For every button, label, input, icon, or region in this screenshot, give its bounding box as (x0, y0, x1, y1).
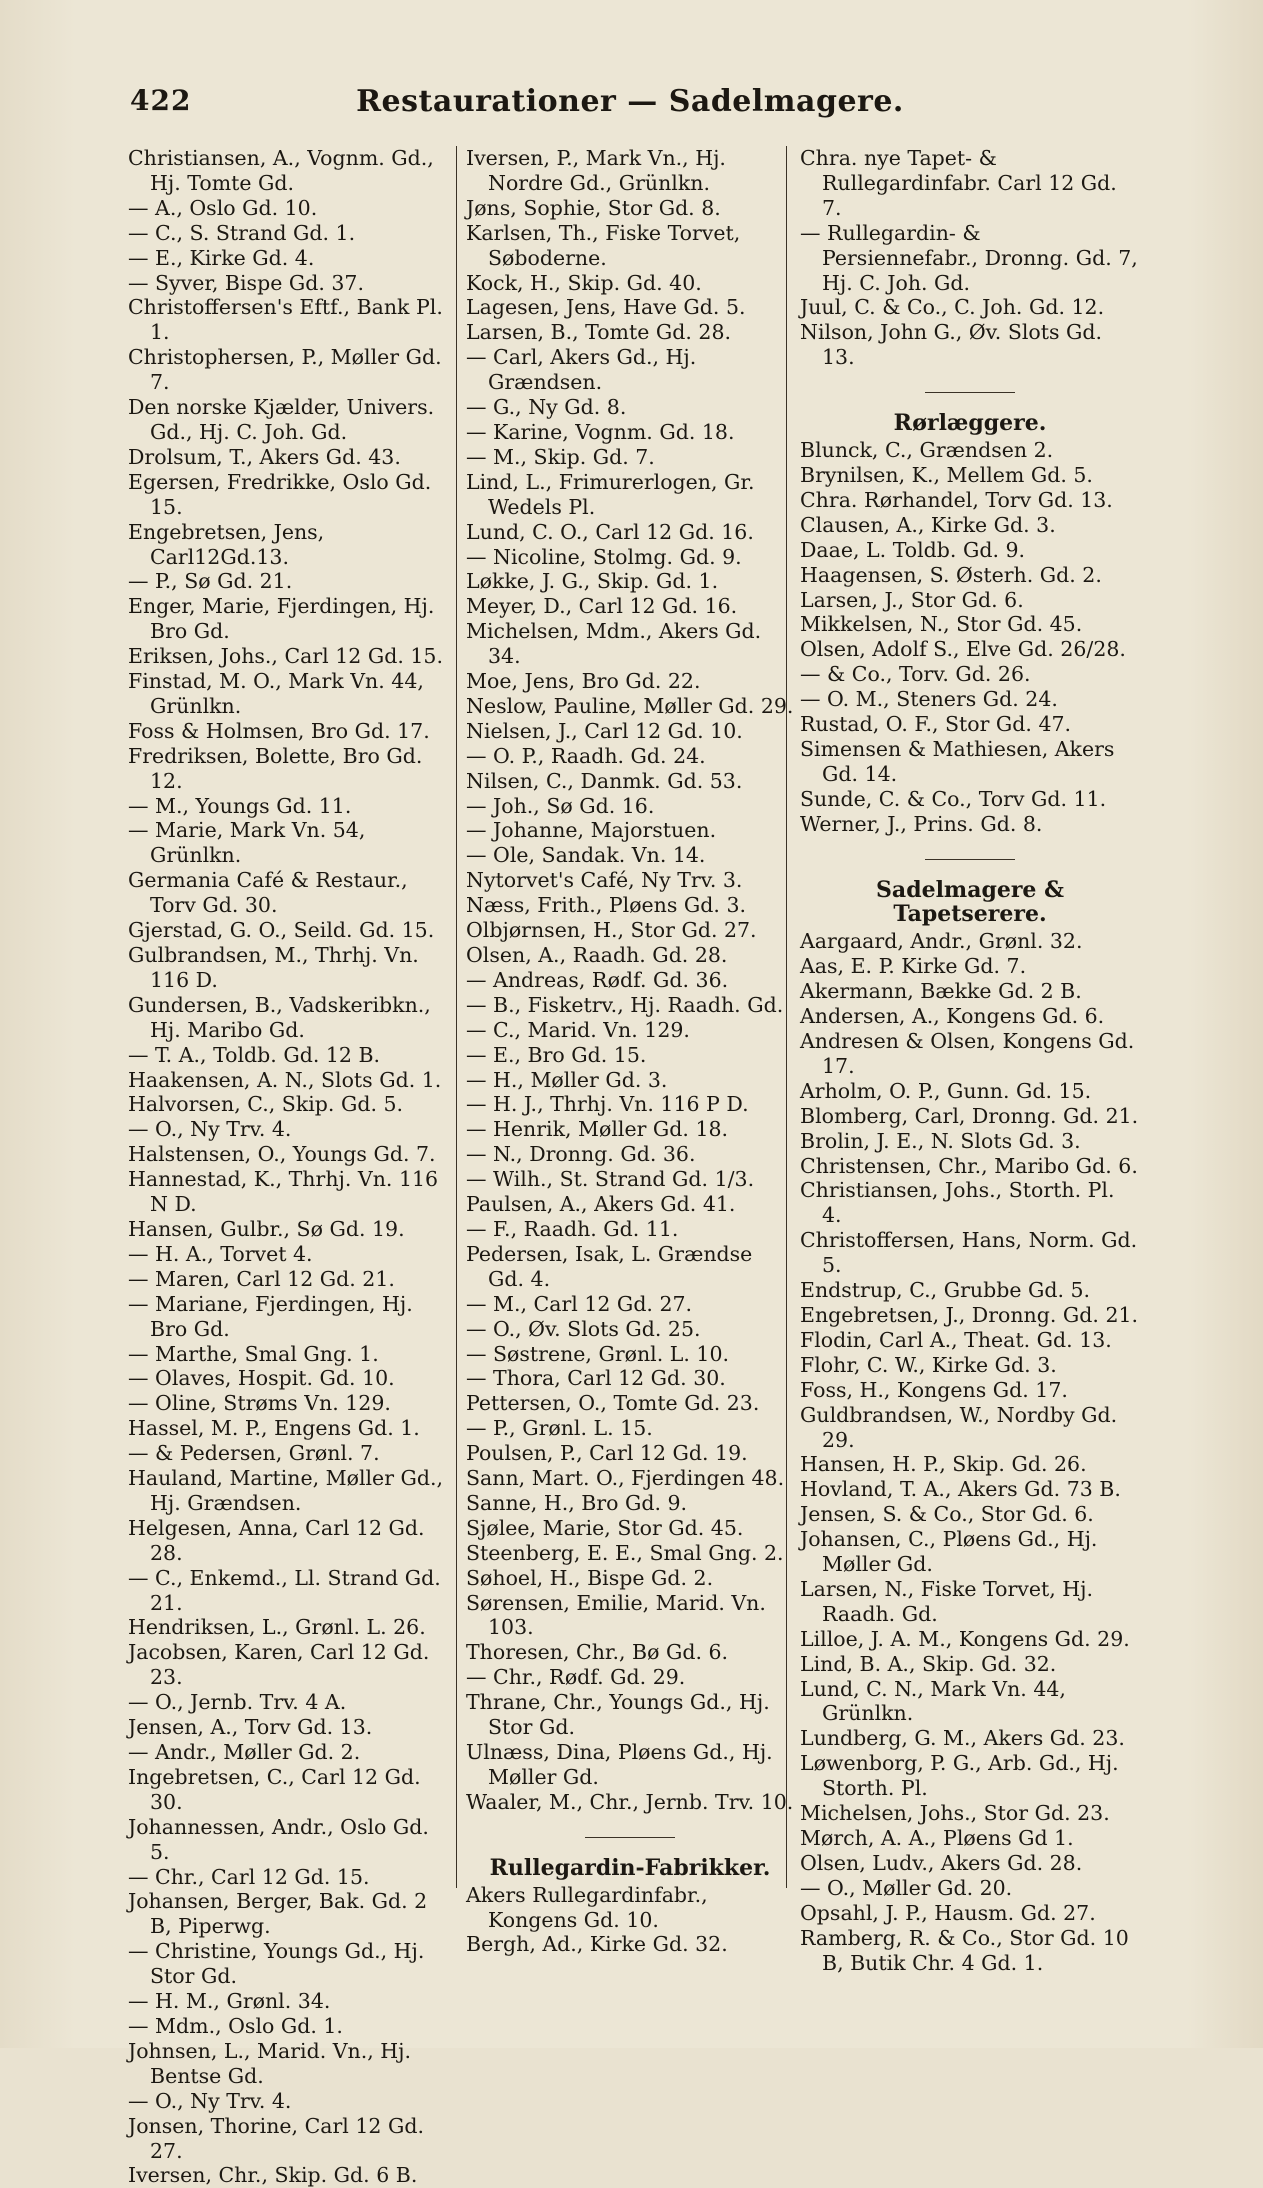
directory-entry: — C., Marid. Vn. 129. (466, 1017, 690, 1042)
directory-entry: Gjerstad, G. O., Seild. Gd. 15. (128, 918, 435, 943)
directory-entry: — T. A., Toldb. Gd. 12 B. (128, 1042, 381, 1067)
directory-entry: Nilson, John G., Øv. Slots Gd. 13. (800, 320, 1103, 370)
directory-entry: Jøns, Sophie, Stor Gd. 8. (466, 195, 721, 220)
directory-entry: Den norske Kjælder, Univers. Gd., Hj. C. Joh. Gd. (128, 395, 435, 444)
directory-entry: — Henrik, Møller Gd. 18. (466, 1117, 729, 1142)
directory-entry: Ulnæss, Dina, Pløens Gd., Hj. Møller Gd. (466, 1740, 773, 1789)
directory-entry: Simensen & Mathiesen, Akers Gd. 14. (800, 736, 1115, 786)
page-title: Restaurationer — Sadelmagere. (356, 84, 904, 119)
directory-entry: — H. M., Grønl. 34. (128, 1989, 331, 2014)
directory-entry: Aargaard, Andr., Grønl. 32. (800, 929, 1083, 954)
directory-entry: — E., Kirke Gd. 4. (128, 245, 315, 270)
directory-entry: Guldbrandsen, W., Nordby Gd. 29. (800, 1402, 1118, 1452)
directory-entry: — Wilh., St. Strand Gd. 1/3. (466, 1167, 755, 1192)
directory-entry: Brynilsen, K., Mellem Gd. 5. (800, 462, 1093, 487)
directory-entry: Mikkelsen, N., Stor Gd. 45. (800, 612, 1083, 637)
directory-entry: Ingebretsen, C., Carl 12 Gd. 30. (128, 1764, 421, 1814)
directory-entry: Daae, L. Toldb. Gd. 9. (800, 537, 1026, 562)
directory-entry: Pettersen, O., Tomte Gd. 23. (466, 1391, 760, 1416)
directory-entry: Mørch, A. A., Pløens Gd 1. (800, 1826, 1074, 1850)
directory-entry: Løwenborg, P. G., Arb. Gd., Hj. Storth. Pl. (800, 1751, 1119, 1801)
directory-entry: Engebretsen, J., Dronng. Gd. 21. (800, 1302, 1139, 1327)
directory-entry: — P., Sø Gd. 21. (128, 569, 293, 594)
directory-entry: Juul, C. & Co., C. Joh. Gd. 12. (800, 295, 1105, 320)
directory-entry: Larsen, B., Tomte Gd. 28. (466, 320, 732, 345)
directory-entry: Søhoel, H., Bispe Gd. 2. (466, 1565, 714, 1590)
directory-entry: Blunck, C., Grændsen 2. (800, 438, 1054, 463)
directory-entry: Rustad, O. F., Stor Gd. 47. (800, 712, 1072, 737)
directory-entry: — O. P., Raadh. Gd. 24. (466, 743, 706, 768)
directory-entry: — H. J., Thrhj. Vn. 116 P D. (466, 1092, 749, 1117)
directory-entry: Michelsen, Mdm., Akers Gd. 34. (466, 619, 762, 669)
directory-entry: Akers Rullegardinfabr., Kongens Gd. 10. (466, 1882, 708, 1932)
directory-entry: Waaler, M., Chr., Jernb. Trv. 10. (466, 1789, 794, 1814)
column-1 (128, 146, 454, 2188)
section-divider (925, 392, 1015, 393)
directory-entry: Chra. Rørhandel, Torv Gd. 13. (800, 487, 1113, 512)
directory-entry: — M., Skip. Gd. 7. (466, 444, 655, 469)
directory-entry: Poulsen, P., Carl 12 Gd. 19. (466, 1441, 748, 1466)
directory-entry: — Johanne, Majorstuen. (466, 818, 717, 843)
section-title: Rørlæggere. (893, 410, 1047, 437)
directory-entry: Akermann, Bække Gd. 2 B. (800, 979, 1082, 1004)
directory-entry: Olsen, A., Raadh. Gd. 28. (466, 943, 728, 967)
directory-entry: Hassel, M. P., Engens Gd. 1. (128, 1416, 420, 1441)
section-title: Rullegardin-Fabrikker. (489, 1854, 771, 1881)
directory-entry: Sunde, C. & Co., Torv Gd. 11. (800, 786, 1107, 811)
directory-entry: Karlsen, Th., Fiske Torvet, Søboderne. (466, 220, 741, 270)
directory-entry: Helgesen, Anna, Carl 12 Gd. 28. (128, 1515, 425, 1565)
directory-entry: Lind, L., Frimurerlogen, Gr. Wedels Pl. (466, 469, 755, 519)
directory-entry: — Olaves, Hospit. Gd. 10. (128, 1366, 395, 1391)
directory-entry: Endstrup, C., Grubbe Gd. 5. (800, 1278, 1091, 1303)
section-divider (925, 859, 1015, 860)
directory-entry: Johnsen, L., Marid. Vn., Hj. Bentse Gd. (128, 2038, 412, 2088)
directory-entry: Christensen, Chr., Maribo Gd. 6. (800, 1153, 1138, 1178)
directory-entry: Christiansen, Johs., Storth. Pl. 4. (800, 1178, 1115, 1228)
directory-entry: — Maren, Carl 12 Gd. 21. (128, 1266, 395, 1291)
directory-entry: Foss, H., Kongens Gd. 17. (800, 1377, 1068, 1402)
directory-entry: Pedersen, Isak, L. Grændse Gd. 4. (466, 1241, 753, 1291)
directory-entry: Ramberg, R. & Co., Stor Gd. 10 B, Butik Chr. 4 Gd. 1. (800, 1925, 1129, 1975)
directory-entry: Olbjørnsen, H., Stor Gd. 27. (466, 918, 757, 943)
directory-entry: Hendriksen, L., Grønl. L. 26. (128, 1615, 426, 1640)
directory-entry: — Oline, Strøms Vn. 129. (128, 1391, 391, 1416)
directory-entry: — O. M., Steners Gd. 24. (800, 687, 1058, 712)
directory-entry: Bergh, Ad., Kirke Gd. 32. (466, 1932, 728, 1957)
directory-entry: Lund, C. O., Carl 12 Gd. 16. (466, 519, 754, 544)
directory-entry: Sjølee, Marie, Stor Gd. 45. (466, 1515, 744, 1540)
directory-entry: Foss & Holmsen, Bro Gd. 17. (128, 718, 430, 743)
directory-entry: Jensen, A., Torv Gd. 13. (128, 1715, 373, 1740)
directory-entry: Thoresen, Chr., Bø Gd. 6. (466, 1640, 729, 1665)
directory-entry: Hannestad, K., Thrhj. Vn. 116 N D. (128, 1167, 439, 1217)
directory-entry: Hovland, T. A., Akers Gd. 73 B. (800, 1477, 1121, 1502)
directory-entry: Nytorvet's Café, Ny Trv. 3. (466, 868, 743, 893)
directory-entry: Finstad, M. O., Mark Vn. 44, Grünlkn. (128, 669, 424, 718)
directory-entry: Andersen, A., Kongens Gd. 6. (800, 1004, 1105, 1029)
directory-entry: Lundberg, G. M., Akers Gd. 23. (800, 1726, 1125, 1751)
directory-entry: Halvorsen, C., Skip. Gd. 5. (128, 1092, 404, 1117)
directory-entry: Haakensen, A. N., Slots Gd. 1. (128, 1067, 442, 1092)
directory-entry: Chra. nye Tapet- & Rullegardinfabr. Carl 12 Gd. 7. (800, 146, 1117, 220)
directory-entry: Enger, Marie, Fjerdingen, Hj. Bro Gd. (128, 594, 435, 644)
directory-entry: Christoffersen's Eftf., Bank Pl. 1. (128, 295, 443, 345)
section-divider (585, 1837, 675, 1838)
directory-entry: Jacobsen, Karen, Carl 12 Gd. 23. (128, 1640, 430, 1690)
directory-entry: Aas, E. P. Kirke Gd. 7. (800, 954, 1027, 979)
directory-entry: Iversen, Chr., Skip. Gd. 6 B. (128, 2163, 418, 2188)
directory-entry: Meyer, D., Carl 12 Gd. 16. (466, 594, 738, 619)
directory-entry: Jensen, S. & Co., Stor Gd. 6. (800, 1502, 1094, 1527)
column-2 (466, 146, 794, 1957)
directory-entry: Kock, H., Skip. Gd. 40. (466, 270, 702, 295)
directory-entry: Sørensen, Emilie, Marid. Vn. 103. (466, 1590, 766, 1640)
directory-entry: Næss, Frith., Pløens Gd. 3. (466, 893, 747, 918)
directory-entry: Iversen, P., Mark Vn., Hj. Nordre Gd., Grünlkn. (466, 146, 726, 195)
directory-entry: — Joh., Sø Gd. 16. (466, 793, 655, 818)
directory-entry: — A., Oslo Gd. 10. (128, 195, 318, 220)
directory-entry: Andresen & Olsen, Kongens Gd. 17. (800, 1029, 1135, 1078)
directory-entry: — & Pedersen, Grønl. 7. (128, 1441, 380, 1466)
directory-entry: Neslow, Pauline, Møller Gd. 29. (466, 693, 794, 718)
page-header (130, 84, 1130, 128)
directory-entry: — Andreas, Rødf. Gd. 36. (466, 967, 729, 992)
directory-entry: Arholm, O. P., Gunn. Gd. 15. (800, 1078, 1092, 1103)
directory-entry: Opsahl, J. P., Hausm. Gd. 27. (800, 1900, 1096, 1925)
directory-entry: — E., Bro Gd. 15. (466, 1042, 647, 1067)
directory-entry: Egersen, Fredrikke, Oslo Gd. 15. (128, 469, 432, 519)
directory-entry: Larsen, N., Fiske Torvet, Hj. Raadh. Gd. (800, 1576, 1094, 1626)
directory-entry: Germania Café & Restaur., Torv Gd. 30. (128, 868, 408, 918)
directory-entry: — Andr., Møller Gd. 2. (128, 1740, 361, 1764)
directory-entry: Blomberg, Carl, Dronng. Gd. 21. (800, 1103, 1139, 1128)
page-number: 422 (130, 84, 192, 117)
directory-entry: — C., Enkemd., Ll. Strand Gd. 21. (128, 1565, 441, 1615)
directory-entry: — O., Jernb. Trv. 4 A. (128, 1690, 347, 1715)
directory-entry: Olsen, Adolf S., Elve Gd. 26/28. (800, 637, 1126, 662)
directory-entry: Nielsen, J., Carl 12 Gd. 10. (466, 718, 743, 743)
directory-entry: — Chr., Rødf. Gd. 29. (466, 1665, 686, 1690)
directory-entry: — O., Møller Gd. 20. (800, 1875, 1013, 1900)
directory-entry: Gulbrandsen, M., Thrhj. Vn. 116 D. (128, 943, 419, 992)
directory-entry: — Thora, Carl 12 Gd. 30. (466, 1366, 726, 1391)
directory-entry: Lind, B. A., Skip. Gd. 32. (800, 1651, 1057, 1676)
directory-entry: — Søstrene, Grønl. L. 10. (466, 1341, 730, 1366)
directory-entry: Løkke, J. G., Skip. Gd. 1. (466, 569, 719, 594)
section-title: Sadelmagere & Tapetserere. (876, 876, 1064, 928)
directory-entry: — Marthe, Smal Gng. 1. (128, 1341, 379, 1366)
directory-entry: Lilloe, J. A. M., Kongens Gd. 29. (800, 1626, 1130, 1651)
directory-entry: — Karine, Vognm. Gd. 18. (466, 419, 735, 444)
directory-entry: Christophersen, P., Møller Gd. 7. (128, 345, 442, 395)
column-3 (800, 146, 1140, 1975)
directory-entry: Johansen, C., Pløens Gd., Hj. Møller Gd. (800, 1527, 1098, 1577)
directory-entry: — O., Ny Trv. 4. (128, 1117, 292, 1142)
column-divider (456, 146, 457, 1888)
directory-entry: — Chr., Carl 12 Gd. 15. (128, 1864, 370, 1889)
directory-entry: — Syver, Bispe Gd. 37. (128, 270, 364, 295)
directory-entry: Fredriksen, Bolette, Bro Gd. 12. (128, 743, 423, 793)
directory-entry: Flohr, C. W., Kirke Gd. 3. (800, 1352, 1057, 1377)
directory-entry: — O., Ny Trv. 4. (128, 2088, 292, 2113)
directory-entry: Lund, C. N., Mark Vn. 44, Grünlkn. (800, 1676, 1066, 1726)
directory-entry: Sanne, H., Bro Gd. 9. (466, 1490, 688, 1515)
directory-entry: — M., Carl 12 Gd. 27. (466, 1291, 693, 1316)
directory-entry: Nilsen, C., Danmk. Gd. 53. (466, 768, 743, 793)
directory-entry: Michelsen, Johs., Stor Gd. 23. (800, 1801, 1110, 1826)
directory-entry: Olsen, Ludv., Akers Gd. 28. (800, 1850, 1083, 1875)
directory-entry: — M., Youngs Gd. 11. (128, 793, 352, 818)
directory-entry: — F., Raadh. Gd. 11. (466, 1216, 679, 1241)
directory-entry: — Mariane, Fjerdingen, Hj. Bro Gd. (128, 1291, 413, 1341)
directory-entry: Lagesen, Jens, Have Gd. 5. (466, 295, 746, 320)
directory-entry: Brolin, J. E., N. Slots Gd. 3. (800, 1128, 1081, 1153)
directory-entry: — H., Møller Gd. 3. (466, 1067, 668, 1092)
directory-entry: — C., S. Strand Gd. 1. (128, 220, 356, 245)
directory-entry: Haagensen, S. Østerh. Gd. 2. (800, 562, 1102, 587)
directory-entry: — G., Ny Gd. 8. (466, 395, 627, 420)
directory-entry: Hansen, H. P., Skip. Gd. 26. (800, 1452, 1087, 1477)
directory-entry: Moe, Jens, Bro Gd. 22. (466, 669, 701, 694)
directory-entry: — & Co., Torv. Gd. 26. (800, 662, 1031, 687)
directory-entry: Flodin, Carl A., Theat. Gd. 13. (800, 1327, 1112, 1352)
directory-entry: Christoffersen, Hans, Norm. Gd. 5. (800, 1228, 1138, 1278)
directory-entry: — B., Fisketrv., Hj. Raadh. Gd. (466, 992, 784, 1017)
directory-entry: Gundersen, B., Vadskeribkn., Hj. Maribo Gd. (128, 992, 431, 1042)
directory-entry: Engebretsen, Jens, Carl12Gd.13. (128, 519, 325, 569)
directory-entry: Larsen, J., Stor Gd. 6. (800, 587, 1024, 612)
directory-entry: — H. A., Torvet 4. (128, 1241, 313, 1266)
directory-entry: Johansen, Berger, Bak. Gd. 2 B, Piperwg. (128, 1889, 428, 1939)
directory-entry: — Mdm., Oslo Gd. 1. (128, 2013, 343, 2038)
directory-entry: — Christine, Youngs Gd., Hj. Stor Gd. (128, 1939, 425, 1989)
directory-entry: Drolsum, T., Akers Gd. 43. (128, 444, 401, 469)
directory-entry: — O., Øv. Slots Gd. 25. (466, 1316, 701, 1341)
directory-entry: Johannessen, Andr., Oslo Gd. 5. (128, 1814, 429, 1864)
directory-entry: Sann, Mart. O., Fjerdingen 48. (466, 1466, 785, 1491)
directory-entry: — Rullegardin- & Persiennefabr., Dronng. Gd. 7, Hj. C. Joh. Gd. (800, 220, 1138, 295)
directory-entry: — N., Dronng. Gd. 36. (466, 1142, 696, 1167)
directory-entry: — P., Grønl. L. 15. (466, 1416, 653, 1441)
directory-entry: — Nicoline, Stolmg. Gd. 9. (466, 544, 742, 569)
directory-entry: Hauland, Martine, Møller Gd., Hj. Grændsen. (128, 1466, 444, 1515)
directory-entry: Christiansen, A., Vognm. Gd., Hj. Tomte Gd. (128, 146, 434, 195)
directory-entry: Thrane, Chr., Youngs Gd., Hj. Stor Gd. (466, 1690, 770, 1740)
directory-entry: Jonsen, Thorine, Carl 12 Gd. 27. (128, 2113, 424, 2163)
directory-entry: Werner, J., Prins. Gd. 8. (800, 811, 1043, 836)
directory-entry: Paulsen, A., Akers Gd. 41. (466, 1192, 736, 1217)
directory-entry: — Ole, Sandak. Vn. 14. (466, 843, 706, 868)
directory-entry: — Marie, Mark Vn. 54, Grünlkn. (128, 818, 366, 868)
directory-entry: Halstensen, O., Youngs Gd. 7. (128, 1142, 436, 1167)
directory-entry: — Carl, Akers Gd., Hj. Grændsen. (466, 345, 697, 395)
directory-entry: Hansen, Gulbr., Sø Gd. 19. (128, 1216, 405, 1241)
directory-entry: Clausen, A., Kirke Gd. 3. (800, 512, 1056, 537)
directory-entry: Steenberg, E. E., Smal Gng. 2. (466, 1540, 784, 1565)
directory-entry: Eriksen, Johs., Carl 12 Gd. 15. (128, 644, 443, 669)
